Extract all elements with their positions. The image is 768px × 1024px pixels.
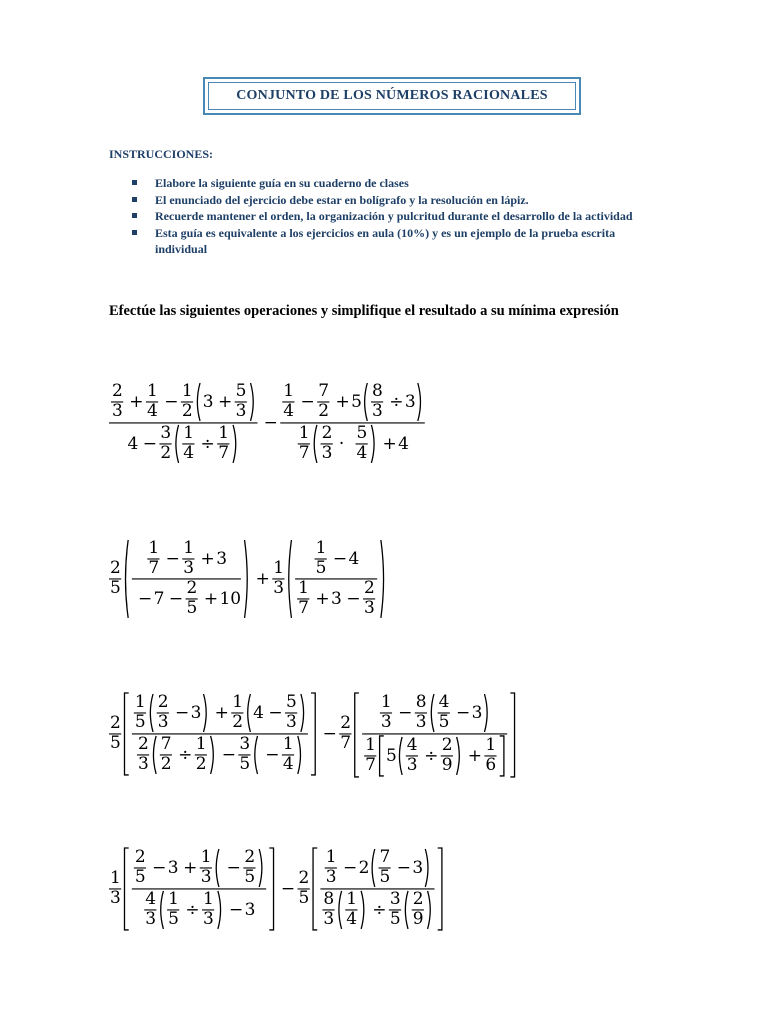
- left-paren: [125, 540, 128, 618]
- math-number: 4: [406, 735, 418, 756]
- math-number: 7: [298, 598, 309, 619]
- math-number: 3: [286, 712, 297, 733]
- math-operator: ÷: [372, 900, 387, 921]
- math-number: 9: [441, 755, 453, 776]
- math-operator: ÷: [178, 745, 193, 766]
- square-bullet-icon: [132, 213, 137, 218]
- math-number: 2: [340, 713, 352, 734]
- math-number: 3: [380, 712, 392, 733]
- left-bracket: [313, 848, 317, 930]
- math-number: 4: [348, 549, 360, 570]
- left-bracket: [355, 693, 359, 777]
- math-operator: +: [467, 746, 482, 767]
- math-number: 5: [235, 381, 247, 402]
- right-paren: [211, 736, 214, 774]
- math-operator: ÷: [389, 392, 404, 413]
- math-number: 2: [358, 858, 370, 879]
- math-number: 10: [219, 589, 242, 610]
- math-number: 5: [356, 423, 368, 444]
- right-bracket: [311, 693, 315, 775]
- math-number: 5: [186, 598, 198, 619]
- expression-group: [109, 381, 425, 463]
- math-number: 3: [145, 909, 157, 930]
- right-bracket: [438, 848, 442, 930]
- right-paren: [425, 849, 428, 887]
- instructions-list: [132, 175, 660, 258]
- math-number: 2: [232, 712, 244, 733]
- math-number: 3: [183, 558, 195, 579]
- right-paren: [204, 694, 207, 732]
- square-bullet-icon: [132, 230, 137, 235]
- left-paren: [255, 736, 258, 774]
- math-number: 2: [186, 578, 198, 599]
- math-number: 7: [148, 558, 160, 579]
- math-number: 7: [318, 381, 330, 402]
- math-operator: +: [382, 434, 397, 455]
- right-paren: [245, 540, 248, 618]
- math-operator: −: [342, 858, 358, 879]
- math-operator: −: [280, 879, 296, 900]
- math-operator: −: [455, 703, 471, 724]
- math-operator: −: [228, 900, 244, 921]
- math-number: 3: [331, 589, 342, 610]
- right-bracket: [500, 736, 504, 776]
- math-number: 1: [232, 692, 244, 713]
- math-operator: −: [142, 434, 158, 455]
- math-operator: ÷: [185, 900, 200, 921]
- math-number: 2: [181, 401, 193, 422]
- right-paren: [428, 891, 431, 929]
- math-number: 1: [298, 423, 310, 444]
- math-number: 9: [412, 909, 424, 930]
- math-number: 3: [325, 867, 337, 888]
- math-number: 1: [146, 381, 158, 402]
- math-number: 3: [157, 712, 169, 733]
- math-number: 1: [380, 692, 392, 713]
- math-number: 1: [181, 381, 193, 402]
- math-number: 3: [200, 867, 212, 888]
- square-bullet-icon: [132, 197, 137, 202]
- math-number: 1: [273, 558, 285, 579]
- right-bracket: [510, 693, 514, 777]
- math-number: 2: [110, 713, 121, 734]
- math-number: 4: [282, 754, 294, 775]
- right-paren: [361, 891, 364, 929]
- math-number: 1: [203, 889, 214, 910]
- exercise-1: [106, 380, 666, 466]
- math-number: 5: [134, 712, 146, 733]
- math-number: 2: [318, 401, 330, 422]
- math-number: 5: [298, 888, 310, 909]
- left-paren: [405, 891, 408, 929]
- math-number: 7: [153, 589, 165, 610]
- math-operator: −: [398, 703, 413, 724]
- math-operator: +: [203, 589, 219, 610]
- math-number: 1: [315, 538, 327, 559]
- math-number: 2: [321, 423, 333, 444]
- math-number: 1: [218, 423, 230, 444]
- math-operator: +: [218, 392, 233, 413]
- math-operator: −: [152, 858, 167, 879]
- left-paren: [365, 383, 368, 421]
- math-number: 2: [134, 847, 146, 868]
- math-number: 8: [415, 692, 427, 713]
- task-statement: Efectúe las siguientes operaciones y simplifique el resultado a su mínima expresión: [109, 303, 619, 319]
- left-paren: [399, 737, 402, 775]
- math-number: 3: [273, 578, 285, 599]
- exercise-1-expression: [106, 380, 666, 466]
- math-number: 3: [160, 423, 172, 444]
- math-number: 5: [110, 733, 121, 754]
- math-number: 5: [134, 867, 146, 888]
- math-number: 3: [323, 909, 335, 930]
- math-number: 1: [325, 847, 337, 868]
- math-number: 4: [145, 889, 157, 910]
- math-number: 2: [363, 578, 375, 599]
- left-paren: [161, 891, 164, 929]
- math-number: 8: [371, 381, 383, 402]
- math-number: 1: [485, 735, 497, 756]
- document-title: CONJUNTO DE LOS NÚMEROS RACIONALES: [236, 88, 548, 103]
- math-number: 3: [471, 703, 483, 724]
- right-bracket: [269, 848, 273, 930]
- math-number: 3: [321, 443, 333, 464]
- math-operator: −: [268, 703, 283, 724]
- list-item: Recuerde mantener el orden, la organización y pulcritud durante el desarrollo de la actividad: [132, 208, 660, 225]
- math-number: 3: [415, 712, 427, 733]
- math-operator: −: [300, 392, 315, 413]
- math-number: 4: [438, 692, 450, 713]
- math-number: 5: [385, 746, 397, 767]
- math-operator: −: [332, 549, 348, 570]
- math-operator: +: [129, 392, 144, 413]
- math-number: 2: [298, 868, 310, 889]
- math-operator: +: [214, 703, 229, 724]
- right-paren: [251, 383, 254, 421]
- left-paren: [372, 849, 375, 887]
- math-operator: −: [164, 392, 179, 413]
- math-number: 4: [356, 443, 368, 464]
- left-paren: [216, 849, 219, 887]
- expression-group: [109, 538, 384, 618]
- math-number: 3: [239, 734, 251, 755]
- math-number: 3: [203, 909, 214, 930]
- left-paren: [289, 540, 292, 618]
- math-number: 2: [412, 889, 424, 910]
- math-operator: −: [137, 589, 153, 610]
- exercise-2-expression: [106, 537, 666, 621]
- right-paren: [298, 736, 301, 774]
- math-number: 2: [195, 754, 207, 775]
- math-operator: −: [168, 589, 184, 610]
- math-number: 3: [412, 858, 424, 879]
- right-paren: [457, 737, 460, 775]
- right-paren: [259, 849, 262, 887]
- math-number: 2: [244, 847, 256, 868]
- math-operator: −: [265, 745, 280, 766]
- math-number: 2: [441, 735, 453, 756]
- exercise-4-expression: [106, 845, 666, 933]
- right-paren: [371, 425, 374, 463]
- math-number: 1: [298, 578, 309, 599]
- math-number: 7: [298, 443, 310, 464]
- left-bracket: [124, 848, 128, 930]
- right-paren: [218, 891, 221, 929]
- right-paren: [484, 694, 487, 732]
- left-paren: [248, 694, 251, 732]
- left-paren: [197, 383, 200, 421]
- instructions-heading: INSTRUCCIONES:: [109, 147, 214, 161]
- math-number: 3: [202, 392, 214, 413]
- left-paren: [314, 425, 317, 463]
- math-number: 7: [160, 734, 172, 755]
- math-number: 4: [283, 401, 295, 422]
- math-operator: ÷: [424, 746, 439, 767]
- math-number: 3: [110, 888, 121, 909]
- left-paren: [153, 736, 156, 774]
- math-number: 8: [323, 889, 335, 910]
- math-number: 3: [167, 858, 179, 879]
- math-number: 2: [110, 558, 121, 579]
- square-bullet-icon: [132, 180, 137, 185]
- left-paren: [339, 891, 342, 929]
- math-operator: +: [255, 569, 270, 590]
- math-number: 1: [183, 538, 195, 559]
- math-number: 4: [127, 434, 139, 455]
- math-number: 4: [183, 443, 195, 464]
- math-number: 5: [379, 867, 391, 888]
- math-number: 3: [216, 549, 228, 570]
- exercise-3-expression: [106, 690, 666, 780]
- math-number: 5: [389, 909, 401, 930]
- math-operator: −: [226, 858, 241, 879]
- math-number: 1: [134, 692, 146, 713]
- expression-group: [109, 847, 442, 930]
- math-operator: −: [221, 745, 236, 766]
- math-operator: +: [315, 589, 330, 610]
- math-number: 3: [406, 755, 418, 776]
- math-number: 3: [137, 754, 149, 775]
- math-number: 4: [253, 703, 264, 724]
- right-paren: [418, 383, 421, 421]
- math-operator: −: [396, 858, 412, 879]
- math-number: 3: [190, 703, 202, 724]
- math-number: 1: [148, 538, 160, 559]
- math-number: 1: [200, 847, 212, 868]
- math-number: 2: [112, 381, 123, 402]
- right-paren: [381, 540, 384, 618]
- math-operator: +: [183, 858, 198, 879]
- math-number: 4: [146, 401, 158, 422]
- math-operator: −: [175, 703, 190, 724]
- math-number: 6: [485, 755, 497, 776]
- list-item: Esta guía es equivalente a los ejercicios en aula (10%) y es un ejemplo de la prueba escrita individual: [132, 225, 660, 258]
- math-number: 1: [346, 889, 358, 910]
- left-bracket: [380, 736, 384, 776]
- left-paren: [176, 425, 179, 463]
- math-operator: +: [335, 392, 350, 413]
- math-number: 5: [286, 692, 297, 713]
- math-number: 1: [183, 423, 195, 444]
- math-number: 4: [346, 909, 358, 930]
- math-operator: ÷: [200, 434, 215, 455]
- math-number: 3: [112, 401, 123, 422]
- math-number: 4: [398, 434, 409, 455]
- math-number: 5: [110, 578, 121, 599]
- exercise-3: [106, 690, 666, 780]
- math-number: 2: [137, 734, 149, 755]
- math-number: 7: [379, 847, 391, 868]
- math-operator: −: [322, 724, 337, 745]
- math-number: 5: [244, 867, 256, 888]
- math-number: 2: [160, 754, 172, 775]
- math-number: 7: [340, 733, 352, 754]
- math-number: 5: [239, 754, 251, 775]
- math-operator: +: [200, 549, 215, 570]
- math-number: 3: [389, 889, 401, 910]
- left-bracket: [124, 693, 128, 775]
- expression-group: [109, 692, 515, 777]
- math-number: 7: [218, 443, 230, 464]
- math-number: 3: [244, 900, 256, 921]
- exercise-2: [106, 537, 666, 621]
- math-number: 1: [282, 734, 294, 755]
- list-item: Elabore la siguiente guía en su cuaderno de clases: [132, 175, 660, 192]
- math-number: 1: [195, 734, 207, 755]
- math-number: 1: [283, 381, 295, 402]
- math-number: 5: [351, 392, 362, 413]
- list-item: El enunciado del ejercicio debe estar en bolígrafo y la resolución en lápiz.: [132, 192, 660, 209]
- math-number: 1: [168, 889, 179, 910]
- math-number: 3: [363, 598, 375, 619]
- math-number: 5: [315, 558, 327, 579]
- math-operator: −: [263, 413, 278, 434]
- math-operator: ·: [338, 434, 345, 455]
- math-operator: −: [346, 589, 361, 610]
- math-number: 3: [371, 401, 383, 422]
- exercise-4: [106, 845, 666, 933]
- math-number: 3: [235, 401, 247, 422]
- math-number: 5: [168, 909, 179, 930]
- right-paren: [301, 694, 304, 732]
- math-number: 5: [438, 712, 450, 733]
- title-box: [203, 77, 581, 115]
- right-paren: [233, 425, 236, 463]
- math-number: 1: [365, 735, 376, 756]
- math-operator: −: [165, 549, 180, 570]
- left-paren: [431, 694, 434, 732]
- math-number: 2: [157, 692, 169, 713]
- math-number: 2: [160, 443, 172, 464]
- math-number: 1: [110, 868, 121, 889]
- left-paren: [150, 694, 153, 732]
- math-number: 7: [365, 755, 376, 776]
- math-number: 3: [404, 392, 416, 413]
